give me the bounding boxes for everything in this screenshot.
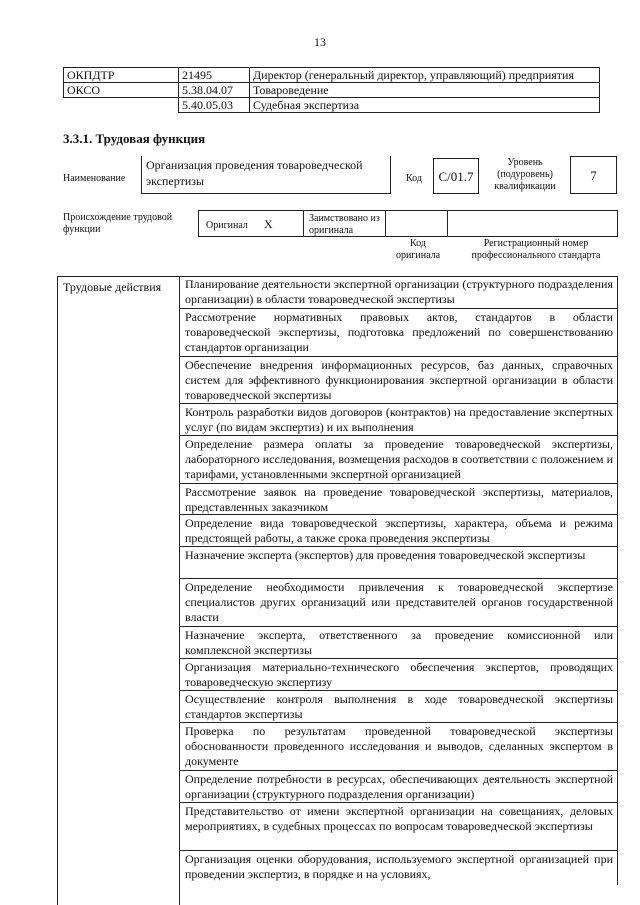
classifier-name: ОКСО [64,83,179,98]
original-cell [199,211,304,236]
list-item: Рассмотрение нормативных правовых актов, стандартов в области товароведческой экспертизы, подготовка предложений по совершенствованию стандартов организации [180,309,617,357]
list-item: Определение необходимости привлечения к товароведческой экспертизе специалистов других организаций или представителей органов государственной власти [180,579,617,627]
list-item: Назначение эксперта (экспертов) для проведения товароведческой экспертизы [180,547,617,579]
table-row [64,68,600,83]
classifier-title: Товароведение [250,83,600,98]
list-item: Организация оценки оборудования, используемого экспертной организацией при проведении экспертиз, в порядке и на условиях, [185,852,613,882]
reg-number-caption: Регистрационный номер профессионального стандарта [471,238,601,261]
code-label: Код [406,173,422,184]
labor-actions-label: Трудовые действия [63,280,162,294]
list-item: Контроль разработки видов договоров (контрактов) на предоставление экспертных услуг (по видам экспертиз) и их выполнения [180,404,617,436]
list-item: Назначение эксперта, ответственного за проведение комиссионной или комплексной экспертизы [180,627,617,659]
function-code-value: C/01.7 [433,158,479,194]
origin-grid [198,210,618,237]
table-row [64,98,600,113]
classifier-code: 21495 [179,68,250,83]
list-item: Представительство от имени экспертной организации на совещаниях, деловых мероприятиях, в судебных процессах по вопросам товароведческой экспертизы [180,803,617,851]
level-label: Уровень (подуровень) квалификации [494,157,556,192]
section-title: 3.3.1. Трудовая функция [63,131,206,146]
classifier-code: 5.38.04.07 [179,83,250,98]
list-item: Определение вида товароведческой экспертизы, характера, объема и режима предстоящей работы, а также срока проведения экспертизы [180,515,617,547]
list-item: Проверка по результатам проведенной товароведческой экспертизы обоснованности проведенного исследования и выводов, сделанных экспертом в документе [180,723,617,771]
classifier-code: 5.40.05.03 [179,98,250,113]
list-item: Рассмотрение заявок на проведение товароведческой экспертизы, материалов, представленных заказчиком [180,484,617,515]
name-label: Наименование [63,173,126,184]
classifier-title: Директор (генеральный директор, управляющий) предприятия [250,68,600,83]
page-number: 13 [314,35,326,49]
classification-table [63,67,600,113]
code-caption: Код оригинала [395,238,441,261]
classifier-name: ОКПДТР [64,68,179,83]
level-value: 7 [570,156,617,194]
origin-label: Происхождение трудовой функции [63,212,173,235]
list-item: Обеспечение внедрения информационных ресурсов, баз данных, справочных систем для эффективного функционирования экспертной организации в области товароведческой экспертизы [180,357,617,404]
labor-actions-list [180,276,618,885]
list-item: Определение потребности в ресурсах, обеспечивающих деятельность экспертной организации (структурного подразделения организации) [180,771,617,803]
classifier-name [64,98,179,113]
labor-actions-label-cell [57,276,180,905]
function-name-value: Организация проведения товароведческой экспертизы [141,156,391,194]
list-item: Осуществление контроля выполнения в ходе товароведческой экспертизы стандартов экспертизы [180,691,617,723]
list-item: Планирование деятельности экспертной организации (структурного подразделения организации) в области товароведческой экспертизы [180,276,617,309]
labor-actions-table [57,276,618,905]
table-row [64,83,600,98]
list-item: Организация материально-технического обеспечения экспертов, проводящих товароведческую экспертизу [180,659,617,691]
borrowed-label: Заимствовано из оригинала [309,213,380,236]
list-item: Определение размера оплаты за проведение товароведческой экспертизы, лабораторного исследования, возмещения расходов в соответствии с положением и тарифами, установленными экспертной организацией [180,436,617,484]
original-code-cell [385,211,448,236]
classifier-title: Судебная экспертиза [250,98,600,113]
original-label: Оригинал [206,220,248,231]
original-mark: X [264,217,273,231]
